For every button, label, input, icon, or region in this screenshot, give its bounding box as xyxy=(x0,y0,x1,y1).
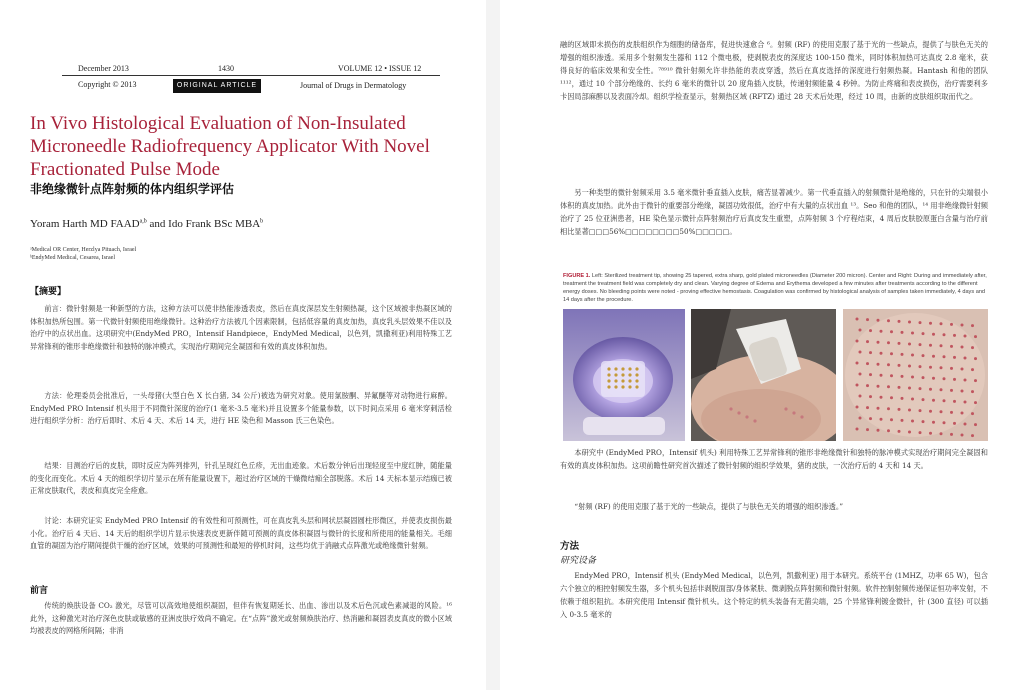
treatment-mark xyxy=(929,322,932,325)
treatment-mark xyxy=(908,409,911,412)
treatment-mark xyxy=(901,375,904,378)
treatment-mark xyxy=(922,376,925,379)
treatment-mark xyxy=(940,410,943,413)
treatment-mark xyxy=(940,432,943,435)
treatment-mark xyxy=(940,344,943,347)
treatment-mark xyxy=(859,373,862,376)
treatment-mark xyxy=(869,417,872,420)
treatment-mark xyxy=(898,320,901,323)
treatment-mark xyxy=(950,389,953,392)
treatment-mark xyxy=(922,332,925,335)
treatment-mark xyxy=(932,399,935,402)
treatment-mark xyxy=(961,368,964,371)
treatment-mark xyxy=(898,364,901,367)
treatment-mark xyxy=(964,357,967,360)
treatment-mark xyxy=(866,318,869,321)
treatment-mark xyxy=(940,322,943,325)
treatment-mark xyxy=(869,351,872,354)
treatment-mark xyxy=(866,362,869,365)
header-volume: VOLUME 12 • ISSUE 12 xyxy=(338,64,422,73)
figure-label: FIGURE 1. xyxy=(563,273,591,279)
treatment-mark xyxy=(974,379,977,382)
treatment-mark xyxy=(932,377,935,380)
treatment-mark xyxy=(869,395,872,398)
treatment-mark xyxy=(922,420,925,423)
treatment-mark xyxy=(974,357,977,360)
paragraph-equipment: EndyMed PRO，Intensif 机头 (EndyMed Medical，以色列，凯撒利亚) 用于本研究。系统平台 (1MHZ，功率 65 W)，包含六个独立的相控射频发生器，多个机头包括非剥脱面部/身体紧肤、微剥脱点阵射频和微针射频。软件控制射频传递保证恒功率发射，不依赖于组织阻抗。本研究使用 Intensif 微针机头。这个特定的机头装备有无菌尖端，25 个异常锋利镀金微针，针 (300 直径) 可以插入 0-3.5 毫米的 xyxy=(560,571,988,619)
treatment-mark xyxy=(932,421,935,424)
treatment-mark xyxy=(866,384,869,387)
author-2-affil: b xyxy=(260,218,264,225)
paragraph-continued: 融的区域即未损伤的皮肤组织作为细胞的储备库，促进快速愈合 ⁶。射频 (RF) 的使用克服了基于光的一些缺点，提供了与肤色无关的增强的组织渗透。采用多个射频发生器和 112 个微电极，使剥脱表皮的深度达 100-150 微米，同时体积加热可达真皮 2.8 毫米，获得良好的临床效果和安全性。⁷⁸⁹¹⁰ 微针射频允许非热能的表皮穿透，然后在真皮选择的深度进行射频热凝。Hantash 和他的团队 ¹¹¹²，通过 10 个部分绝缘的、长约 6 毫米的微针以 20 度角插入皮肤，传递射频能量 4 秒钟。为防止疼痛和表皮损伤，治疗需要利多卡因局部麻醉以及表面冷却。组织学检查显示，射频热区域 (RFTZ) 通过 28 天术后处理，经过 10 周，由新的皮肤组织取而代之。 xyxy=(560,40,988,101)
treatment-mark xyxy=(901,419,904,422)
treatment-mark xyxy=(859,329,862,332)
treatment-mark xyxy=(901,397,904,400)
header-page-number: 1430 xyxy=(218,64,234,73)
treatment-mark xyxy=(856,406,859,409)
treatment-mark xyxy=(950,433,953,436)
treatment-mark xyxy=(961,434,964,437)
treatment-mark xyxy=(971,368,974,371)
treatment-mark xyxy=(859,395,862,398)
treatment-mark xyxy=(943,355,946,358)
header-copyright: Copyright © 2013 xyxy=(78,80,137,89)
treatment-mark xyxy=(877,341,880,344)
treatment-mark xyxy=(890,374,893,377)
treatment-mark xyxy=(898,386,901,389)
paragraph-microneedle-types: 另一种类型的微针射频采用 3.5 毫米微针垂直插入皮肤，痛苦显著减少。第一代垂直插入的射频微针是绝缘的，只在针的尖端很小体积的真皮加热。此外由于微针的重要部分绝缘，凝固功效很低，治疗中有大量的点状出血 ¹³。Seo 和他的团队，¹⁴ 用非绝缘微针射频治疗了 25 位亚洲患者，HE 染色显示微针点阵射频治疗后真皮发生重塑，点阵射频 3 个疗程结束，4 周后皮肤胶原蛋白含量与治疗前相比显著□□□56%□□□□□□□□50%□□□□□。 xyxy=(560,188,988,236)
treatment-mark xyxy=(887,429,890,432)
treatment-mark xyxy=(887,407,890,410)
treatment-mark xyxy=(859,417,862,420)
treatment-mark xyxy=(929,388,932,391)
article-title: In Vivo Histological Evaluation of Non-Insulated Microneedle Radiofrequency Applicator With Novel Fractionated Pulse Mode xyxy=(30,113,430,180)
treatment-mark xyxy=(877,363,880,366)
methods-heading: 方法 xyxy=(560,541,580,552)
treatment-mark xyxy=(908,365,911,368)
figure-photo-treatment-tip xyxy=(563,309,685,441)
treatment-mark xyxy=(961,412,964,415)
treatment-mark xyxy=(880,396,883,399)
treatment-mark xyxy=(880,418,883,421)
intro-heading: 前言 xyxy=(30,586,49,596)
treatment-mark xyxy=(856,384,859,387)
treatment-mark xyxy=(869,329,872,332)
treatment-mark xyxy=(887,385,890,388)
treatment-mark xyxy=(887,363,890,366)
treatment-mark xyxy=(953,378,956,381)
treatment-mark xyxy=(887,319,890,322)
treatment-mark xyxy=(877,319,880,322)
treatment-mark xyxy=(940,366,943,369)
treatment-mark xyxy=(971,346,974,349)
treatment-mark xyxy=(943,333,946,336)
treatment-mark xyxy=(971,412,974,415)
treatment-mark xyxy=(877,429,880,432)
author-2: and Ido Frank BSc MBA xyxy=(146,218,261,230)
treatment-mark xyxy=(974,401,977,404)
figure-photo-treatment-in-progress xyxy=(691,309,836,441)
author-1-affil: a,b xyxy=(139,218,147,225)
treatment-mark xyxy=(911,376,914,379)
treatment-mark xyxy=(940,388,943,391)
treatment-mark xyxy=(856,428,859,431)
treatment-mark xyxy=(908,343,911,346)
treatment-mark xyxy=(919,387,922,390)
abstract-results: 结果：目测治疗后的皮肤，即时反应为阵列排列，针孔呈现红色丘疹，无出血迹象。术后数分钟后出现轻度至中度红肿，随能量的变化而变化。术后 4 天的组织学切片显示在所有能量设置下，超过治疗区域的干燥微结痂全部脱落。术后 14 天标本显示结痂已被正常皮肤取代，表皮和真皮完全痊愈。 xyxy=(30,461,452,495)
treatment-mark xyxy=(880,352,883,355)
header-date: December 2013 xyxy=(78,64,129,73)
figure-caption xyxy=(563,272,988,304)
paragraph-study-aim: 本研究中 (EndyMed PRO，Intensif 机头) 利用特殊工艺异常锋利的锥形非绝缘微针和独特的脉冲模式实现治疗期间完全凝固和有效的真皮体积加热。这项前瞻性研究首次描述了微针射频的组织学效果，猪的皮肤，一次治疗后的 4 天和 14 天。 xyxy=(560,448,988,470)
right-page xyxy=(500,0,1018,690)
treatment-mark xyxy=(856,362,859,365)
treatment-mark xyxy=(961,346,964,349)
treatment-mark xyxy=(880,330,883,333)
treatment-mark xyxy=(866,428,869,431)
treatment-mark xyxy=(866,406,869,409)
abstract-methods: 方法：伦理委员会批准后，一头母猪(大型白色 X 长白猪, 34 公斤)被选为研究对象。使用氯胺酮、异氟醚等对动物进行麻醉。EndyMed PRO Intensif 机头用于不同微针深度的治疗(1 毫米-3.5 毫米)并且设置多个能量参数，以下时间点采用 6 毫米穿刺活检进行组织学分析：治疗后即时、术后 4 天、术后 14 天，进行 HE 染色和 Masson 氏三色染色。 xyxy=(30,391,452,425)
treatment-mark xyxy=(911,420,914,423)
equipment-subheading: 研究设备 xyxy=(560,556,597,566)
treatment-mark xyxy=(877,407,880,410)
treatment-mark xyxy=(911,332,914,335)
treatment-mark xyxy=(901,331,904,334)
figure-1 xyxy=(563,272,988,442)
treatment-mark xyxy=(877,385,880,388)
treatment-mark xyxy=(950,367,953,370)
treatment-mark xyxy=(890,418,893,421)
treatment-mark xyxy=(971,434,974,437)
treatment-mark xyxy=(943,377,946,380)
article-title-chinese: 非绝缘微针点阵射频的体内组织学评估 xyxy=(30,182,235,196)
treatment-mark xyxy=(961,390,964,393)
treatment-mark xyxy=(932,333,935,336)
treatment-mark xyxy=(908,321,911,324)
abstract-discussion: 讨论：本研究证实 EndyMed PRO Intensif 的有效性和可预测性，可在真皮乳头层和网状层凝固圆柱形微区，并使表皮损伤最小化。治疗后 4 天后、14 天后的组织学切片显示快速表皮更新伴随可预测的真皮体积凝固与微针的长度和所使用的能量相关。毛细血管的凝固为治疗期间提供干燥的治疗区域，效果的可预测性和最短的停机时间，这些均优于消融式点阵激光或绝缘微针射频。 xyxy=(30,516,452,550)
header-journal: Journal of Drugs in Dermatology xyxy=(300,81,407,90)
treatment-mark xyxy=(866,340,869,343)
intro-paragraph: 传统的焕肤设备 CO₂ 激光，尽管可以高效地使组织凝固，但伴有恢复期延长、出血、渗出以及术后色沉或色素减退的风险。¹⁶ 此外，这种激光对治疗深色皮肤或敏感的亚洲皮肤疗效尚不确定。在“点阵”激光或射频焕肤治疗、热消融和凝固表皮真皮的微小区域均被表皮的网格所间隔；非消 xyxy=(30,601,452,635)
treatment-mark xyxy=(961,324,964,327)
treatment-mark xyxy=(919,343,922,346)
treatment-mark xyxy=(943,399,946,402)
treatment-mark xyxy=(856,318,859,321)
treatment-mark xyxy=(964,401,967,404)
left-page xyxy=(0,0,486,690)
article-type-badge: ORIGINAL ARTICLE xyxy=(173,79,261,93)
treatment-mark xyxy=(929,432,932,435)
treatment-mark xyxy=(953,422,956,425)
pull-quote: “射频 (RF) 的使用克服了基于光的一些缺点，提供了与肤色无关的增强的组织渗透。” xyxy=(574,502,844,511)
treatment-mark xyxy=(919,365,922,368)
treatment-mark xyxy=(922,398,925,401)
treatment-mark xyxy=(929,366,932,369)
treatment-mark xyxy=(911,398,914,401)
treatment-mark xyxy=(929,410,932,413)
treatment-mark xyxy=(908,431,911,434)
treatment-mark xyxy=(901,353,904,356)
treatment-mark xyxy=(943,421,946,424)
affiliation-a: ᵃMedical OR Center, Herzlya Pituach, Israel xyxy=(30,247,137,253)
author-1: Yoram Harth MD FAAD xyxy=(30,218,140,230)
treatment-mark xyxy=(890,396,893,399)
treatment-mark xyxy=(932,355,935,358)
treatment-mark xyxy=(953,356,956,359)
figure-caption-text: Left: Sterilized treatment tip, showing 25 tapered, extra sharp, gold plated microneedles (Diameter 200 micron). Center and Right: During and immediately after, treatment the treatment field was completely dry and clean. Varying degree of Edema and Erythema developed a few minutes after treatments according to the different energy doses. No bleeding points were noted - proving effective hemostasis. Coagulation was confirmed by histological analysis of samples taken immediately, 4 days and 14 days after the procedure. xyxy=(563,273,987,303)
abstract-intro: 前言：微针射频是一种新型的方法，这种方法可以使非热能渗透表皮，然后在真皮深层发生射频热凝，这个区域被非热凝区域的体积加热所包围。第一代微针射频使用绝缘微针。这种治疗方法被几个因素限制，包括低容量的真皮加热，真皮乳头层效果不佳以及治疗中的点状出血。这项研究中(EndyMed PRO，Intensif Handpiece，EndyMed Medical，以色列，凯撒利亚)利用特殊工艺异常锋利的锥形非绝缘微针和独特的脉冲模式，实现治疗期间完全凝固和有效的真皮体积加热。 xyxy=(30,304,452,351)
treatment-mark xyxy=(869,373,872,376)
treatment-mark xyxy=(887,341,890,344)
treatment-mark xyxy=(971,324,974,327)
treatment-mark xyxy=(950,411,953,414)
authors xyxy=(30,218,263,230)
abstract-heading: 【摘要】 xyxy=(30,287,67,297)
treatment-mark xyxy=(919,409,922,412)
treatment-mark xyxy=(964,335,967,338)
treatment-mark xyxy=(964,379,967,382)
treatment-mark xyxy=(922,354,925,357)
treatment-mark xyxy=(856,340,859,343)
treatment-mark xyxy=(898,342,901,345)
figure-photo-treated-field xyxy=(843,309,988,441)
treatment-mark xyxy=(890,330,893,333)
treatment-mark xyxy=(950,323,953,326)
treatment-mark xyxy=(950,345,953,348)
treatment-mark xyxy=(890,352,893,355)
treatment-mark xyxy=(908,387,911,390)
treatment-mark xyxy=(971,390,974,393)
treatment-mark xyxy=(953,400,956,403)
treatment-mark xyxy=(859,351,862,354)
treatment-mark xyxy=(919,431,922,434)
treatment-mark xyxy=(974,423,977,426)
treatment-mark xyxy=(974,335,977,338)
treatment-mark xyxy=(880,374,883,377)
affiliation-b: ᵇEndyMed Medical, Cesarea, Israel xyxy=(30,255,115,261)
treatment-mark xyxy=(953,334,956,337)
treatment-mark xyxy=(911,354,914,357)
treatment-mark xyxy=(919,321,922,324)
treatment-mark xyxy=(964,423,967,426)
treatment-mark xyxy=(898,430,901,433)
treatment-mark xyxy=(929,344,932,347)
treatment-mark xyxy=(898,408,901,411)
header-rule xyxy=(62,75,440,76)
